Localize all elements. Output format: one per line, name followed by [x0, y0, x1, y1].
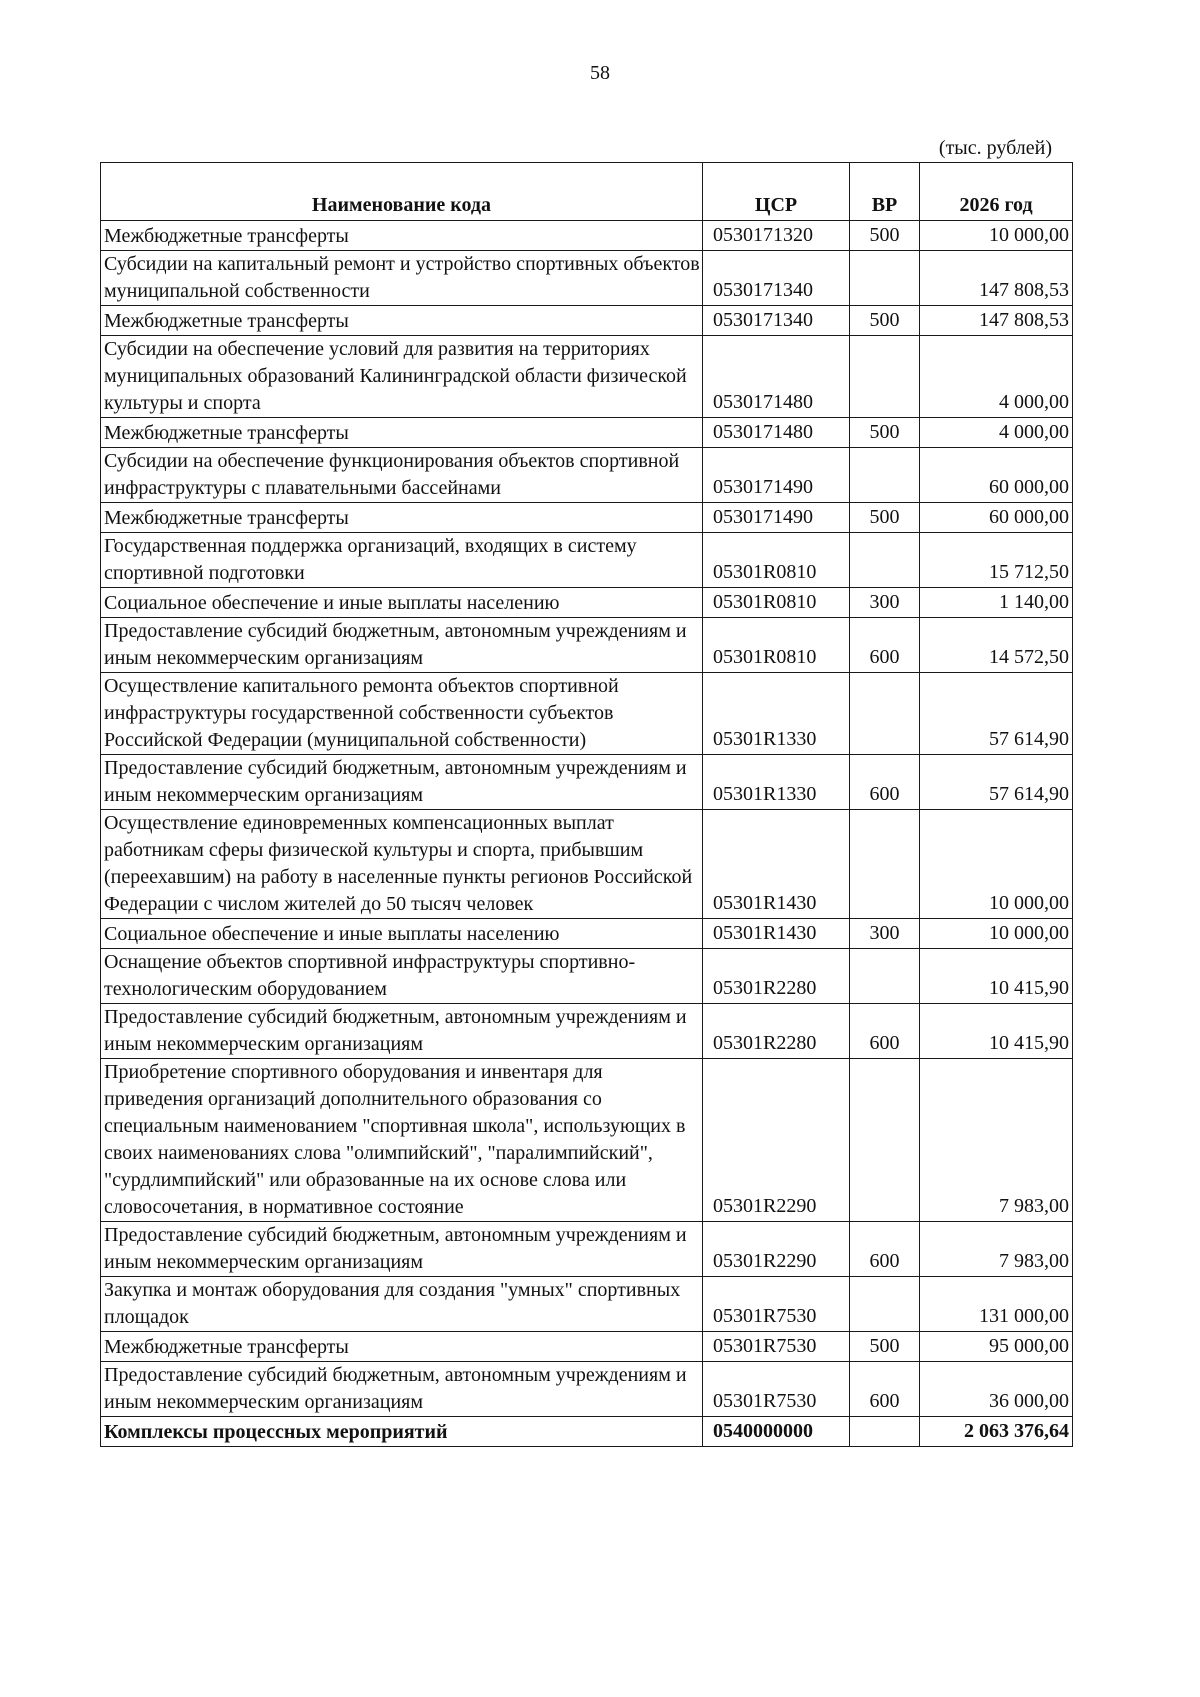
cell-csr: 05301R2290 — [703, 1222, 850, 1277]
page-number: 58 — [590, 62, 610, 84]
cell-amount: 36 000,00 — [920, 1362, 1073, 1417]
cell-amount: 2 063 376,64 — [920, 1417, 1073, 1447]
cell-vr — [850, 673, 920, 755]
cell-vr: 600 — [850, 618, 920, 673]
header-vr: ВР — [850, 163, 920, 221]
table-row — [101, 533, 1073, 588]
cell-csr: 05301R0810 — [703, 618, 850, 673]
table-row — [101, 618, 1073, 673]
table-total-row — [101, 1417, 1073, 1447]
table-row — [101, 221, 1073, 251]
table-row — [101, 306, 1073, 336]
cell-csr: 0530171480 — [703, 336, 850, 418]
cell-csr: 05301R2280 — [703, 1004, 850, 1059]
cell-csr: 05301R0810 — [703, 588, 850, 618]
cell-name: Межбюджетные трансферты — [101, 503, 703, 533]
cell-vr: 600 — [850, 1222, 920, 1277]
table-row — [101, 949, 1073, 1004]
cell-name: Субсидии на обеспечение условий для развития на территориях муниципальных образований Калининградской области физической культуры и спорта — [101, 336, 703, 418]
table-row — [101, 810, 1073, 919]
cell-csr: 0530171340 — [703, 306, 850, 336]
cell-amount: 7 983,00 — [920, 1222, 1073, 1277]
table-header-row — [101, 163, 1073, 221]
cell-csr: 05301R7530 — [703, 1332, 850, 1362]
table-row — [101, 1332, 1073, 1362]
cell-csr: 05301R7530 — [703, 1362, 850, 1417]
cell-name: Социальное обеспечение и иные выплаты населению — [101, 588, 703, 618]
cell-amount: 10 415,90 — [920, 949, 1073, 1004]
cell-amount: 4 000,00 — [920, 336, 1073, 418]
cell-name: Предоставление субсидий бюджетным, автономным учреждениям и иным некоммерческим организациям — [101, 1004, 703, 1059]
cell-name: Предоставление субсидий бюджетным, автономным учреждениям и иным некоммерческим организациям — [101, 1222, 703, 1277]
cell-vr — [850, 1277, 920, 1332]
table-row — [101, 1059, 1073, 1222]
table-row — [101, 1277, 1073, 1332]
cell-name: Закупка и монтаж оборудования для создания "умных" спортивных площадок — [101, 1277, 703, 1332]
cell-amount: 57 614,90 — [920, 755, 1073, 810]
cell-amount: 147 808,53 — [920, 306, 1073, 336]
cell-vr: 500 — [850, 221, 920, 251]
cell-amount: 95 000,00 — [920, 1332, 1073, 1362]
cell-name: Предоставление субсидий бюджетным, автономным учреждениям и иным некоммерческим организациям — [101, 1362, 703, 1417]
cell-amount: 60 000,00 — [920, 503, 1073, 533]
cell-csr: 05301R1330 — [703, 673, 850, 755]
cell-csr: 0540000000 — [703, 1417, 850, 1447]
cell-vr: 600 — [850, 1362, 920, 1417]
cell-vr — [850, 1059, 920, 1222]
table-row — [101, 448, 1073, 503]
cell-csr: 05301R7530 — [703, 1277, 850, 1332]
cell-vr: 500 — [850, 306, 920, 336]
cell-csr: 0530171480 — [703, 418, 850, 448]
cell-vr — [850, 810, 920, 919]
table-row — [101, 673, 1073, 755]
cell-vr — [850, 1417, 920, 1447]
cell-amount: 14 572,50 — [920, 618, 1073, 673]
cell-csr: 05301R2290 — [703, 1059, 850, 1222]
cell-name: Субсидии на обеспечение функционирования объектов спортивной инфраструктуры с плавательными бассейнами — [101, 448, 703, 503]
cell-amount: 60 000,00 — [920, 448, 1073, 503]
cell-name: Государственная поддержка организаций, входящих в систему спортивной подготовки — [101, 533, 703, 588]
cell-amount: 4 000,00 — [920, 418, 1073, 448]
cell-csr: 05301R1430 — [703, 810, 850, 919]
cell-amount: 10 415,90 — [920, 1004, 1073, 1059]
cell-name: Межбюджетные трансферты — [101, 221, 703, 251]
cell-csr: 0530171490 — [703, 448, 850, 503]
cell-vr: 500 — [850, 418, 920, 448]
cell-amount: 7 983,00 — [920, 1059, 1073, 1222]
table-row — [101, 1222, 1073, 1277]
cell-name: Приобретение спортивного оборудования и инвентаря для приведения организаций дополнительного образования со специальным наименованием "спортивная школа", использующих в своих наименованиях слова "олимпийский", "паралимпийский", "сурдлимпийский" или образованные на их основе слова или словосочетания, в нормативное состояние — [101, 1059, 703, 1222]
cell-vr: 500 — [850, 503, 920, 533]
cell-vr: 300 — [850, 588, 920, 618]
cell-csr: 05301R0810 — [703, 533, 850, 588]
cell-name: Осуществление единовременных компенсационных выплат работникам сферы физической культуры и спорта, прибывшим (переехавшим) на работу в населенные пункты регионов Российской Федерации с числом жителей до 50 тысяч человек — [101, 810, 703, 919]
cell-csr: 05301R1430 — [703, 919, 850, 949]
cell-name: Субсидии на капитальный ремонт и устройство спортивных объектов муниципальной собственности — [101, 251, 703, 306]
cell-csr: 05301R2280 — [703, 949, 850, 1004]
table-row — [101, 919, 1073, 949]
cell-amount: 15 712,50 — [920, 533, 1073, 588]
cell-amount: 10 000,00 — [920, 221, 1073, 251]
cell-csr: 05301R1330 — [703, 755, 850, 810]
table-row — [101, 418, 1073, 448]
cell-csr: 0530171490 — [703, 503, 850, 533]
table-row — [101, 336, 1073, 418]
cell-name: Предоставление субсидий бюджетным, автономным учреждениям и иным некоммерческим организациям — [101, 755, 703, 810]
cell-amount: 131 000,00 — [920, 1277, 1073, 1332]
cell-name: Комплексы процессных мероприятий — [101, 1417, 703, 1447]
units-label: (тыс. рублей) — [938, 137, 1052, 159]
cell-vr: 600 — [850, 1004, 920, 1059]
table-row — [101, 1004, 1073, 1059]
header-name: Наименование кода — [101, 163, 703, 221]
cell-amount: 57 614,90 — [920, 673, 1073, 755]
budget-table — [100, 162, 1073, 1447]
cell-csr: 0530171320 — [703, 221, 850, 251]
cell-vr — [850, 949, 920, 1004]
table-row — [101, 588, 1073, 618]
cell-csr: 0530171340 — [703, 251, 850, 306]
cell-amount: 10 000,00 — [920, 919, 1073, 949]
cell-name: Социальное обеспечение и иные выплаты населению — [101, 919, 703, 949]
cell-vr — [850, 336, 920, 418]
table-row — [101, 755, 1073, 810]
cell-amount: 1 140,00 — [920, 588, 1073, 618]
cell-vr — [850, 533, 920, 588]
table-row — [101, 1362, 1073, 1417]
cell-name: Оснащение объектов спортивной инфраструктуры спортивно-технологическим оборудованием — [101, 949, 703, 1004]
cell-amount: 147 808,53 — [920, 251, 1073, 306]
cell-amount: 10 000,00 — [920, 810, 1073, 919]
cell-name: Межбюджетные трансферты — [101, 1332, 703, 1362]
cell-vr: 500 — [850, 1332, 920, 1362]
table-row — [101, 503, 1073, 533]
cell-vr: 300 — [850, 919, 920, 949]
cell-vr — [850, 448, 920, 503]
header-csr: ЦСР — [703, 163, 850, 221]
cell-name: Межбюджетные трансферты — [101, 306, 703, 336]
cell-name: Предоставление субсидий бюджетным, автономным учреждениям и иным некоммерческим организациям — [101, 618, 703, 673]
cell-vr: 600 — [850, 755, 920, 810]
table-row — [101, 251, 1073, 306]
header-amount: 2026 год — [920, 163, 1073, 221]
cell-vr — [850, 251, 920, 306]
cell-name: Осуществление капитального ремонта объектов спортивной инфраструктуры государственной собственности субъектов Российской Федерации (муниципальной собственности) — [101, 673, 703, 755]
cell-name: Межбюджетные трансферты — [101, 418, 703, 448]
